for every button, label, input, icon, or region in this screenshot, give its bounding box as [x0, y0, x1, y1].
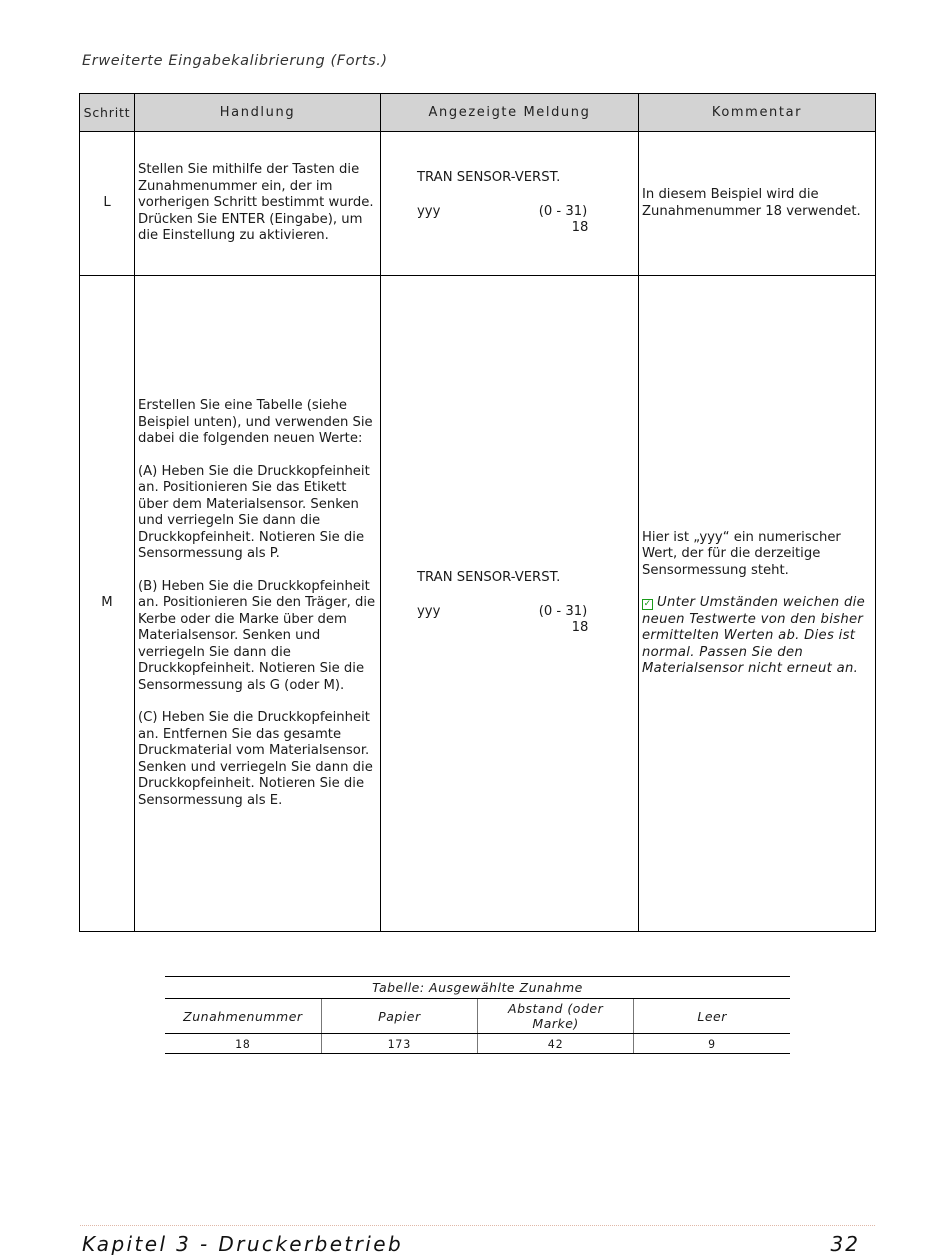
footer-page-number: 32	[830, 1232, 860, 1256]
message-range: (0 - 31)	[538, 603, 588, 619]
table-row	[80, 276, 876, 932]
note-text: Unter Umständen weichen die neuen Testwerte von den bisher ermittelten Werten ab. Dies ist normal. Passen Sie den Materialsensor nicht erneut an.	[642, 595, 866, 676]
comment-text: Hier ist „yyy“ ein numerischer Wert, der für die derzeitige Sensormessung steht.	[642, 529, 841, 578]
comment-cell	[639, 276, 876, 932]
action-cell	[135, 132, 381, 276]
message-value: 18	[571, 620, 589, 636]
comment-cell	[639, 132, 876, 276]
message-cell	[381, 132, 639, 276]
message-range: (0 - 31)	[538, 203, 588, 219]
table-row	[80, 132, 876, 276]
action-cell	[135, 276, 381, 932]
sub-cell: 9	[634, 1034, 790, 1054]
column-header-action: Handlung	[135, 94, 381, 132]
table-row	[165, 1034, 790, 1054]
message-value: 18	[571, 220, 589, 236]
footer-chapter: Kapitel 3 - Druckerbetrieb	[82, 1232, 404, 1256]
action-text: (B) Heben Sie die Druckkopfeinheit an. Positionieren Sie den Träger, die Kerbe oder die Marke über dem Materialsensor. Senken und verriegeln Sie dann die Druckkopfeinheit. Notieren Sie die Sensormessung als G (oder M).	[138, 578, 376, 693]
action-text: Stellen Sie mithilfe der Tasten die Zunahmenummer ein, der im vorherigen Schritt bestimmt wurde. Drücken Sie ENTER (Eingabe), um die Einstellung zu aktivieren.	[138, 162, 374, 244]
selected-gain-table	[165, 998, 790, 1054]
message-variable: yyy	[417, 603, 441, 619]
action-text: (A) Heben Sie die Druckkopfeinheit an. Positionieren Sie das Etikett über dem Materialsensor. Senken und verriegeln Sie dann die Druckkopfeinheit. Notieren Sie die Sensormessung als P.	[138, 463, 370, 561]
note	[642, 595, 872, 678]
table-header-row	[80, 94, 876, 132]
step-cell: L	[80, 132, 135, 276]
sub-column-header: Zunahmenummer	[165, 999, 321, 1034]
sub-table-header-row	[165, 999, 790, 1034]
message-title: TRAN SENSOR-VERST.	[417, 570, 561, 586]
checkbox-check-icon: ✓	[643, 599, 652, 609]
sub-column-header: Leer	[634, 999, 790, 1034]
message-cell	[381, 276, 639, 932]
message-variable: yyy	[417, 203, 441, 219]
column-header-step: Schritt	[80, 94, 135, 132]
action-text: Erstellen Sie eine Tabelle (siehe Beispiel unten), und verwenden Sie dabei die folgenden neuen Werte:	[138, 398, 373, 446]
action-text: (C) Heben Sie die Druckkopfeinheit an. Entfernen Sie das gesamte Druckmaterial vom Materialsensor. Senken und verriegeln Sie dann die Druckkopfeinheit. Notieren Sie die Sensormessung als E.	[138, 710, 373, 808]
sub-cell: 42	[478, 1034, 634, 1054]
message-title: TRAN SENSOR-VERST.	[417, 170, 561, 186]
column-header-message: Angezeigte Meldung	[381, 94, 639, 132]
footer-divider	[80, 1225, 875, 1226]
sub-cell: 173	[321, 1034, 477, 1054]
comment-text: In diesem Beispiel wird die Zunahmenummer 18 verwendet.	[642, 187, 861, 219]
calibration-table	[79, 93, 876, 932]
column-header-comment: Kommentar	[639, 94, 876, 132]
sub-cell: 18	[165, 1034, 321, 1054]
page-header: Erweiterte Eingabekalibrierung (Forts.)	[82, 53, 388, 69]
sub-column-header: Abstand (oder Marke)	[478, 999, 634, 1034]
sub-column-header: Papier	[321, 999, 477, 1034]
step-cell: M	[80, 276, 135, 932]
sub-table-caption: Tabelle: Ausgewählte Zunahme	[165, 976, 790, 995]
